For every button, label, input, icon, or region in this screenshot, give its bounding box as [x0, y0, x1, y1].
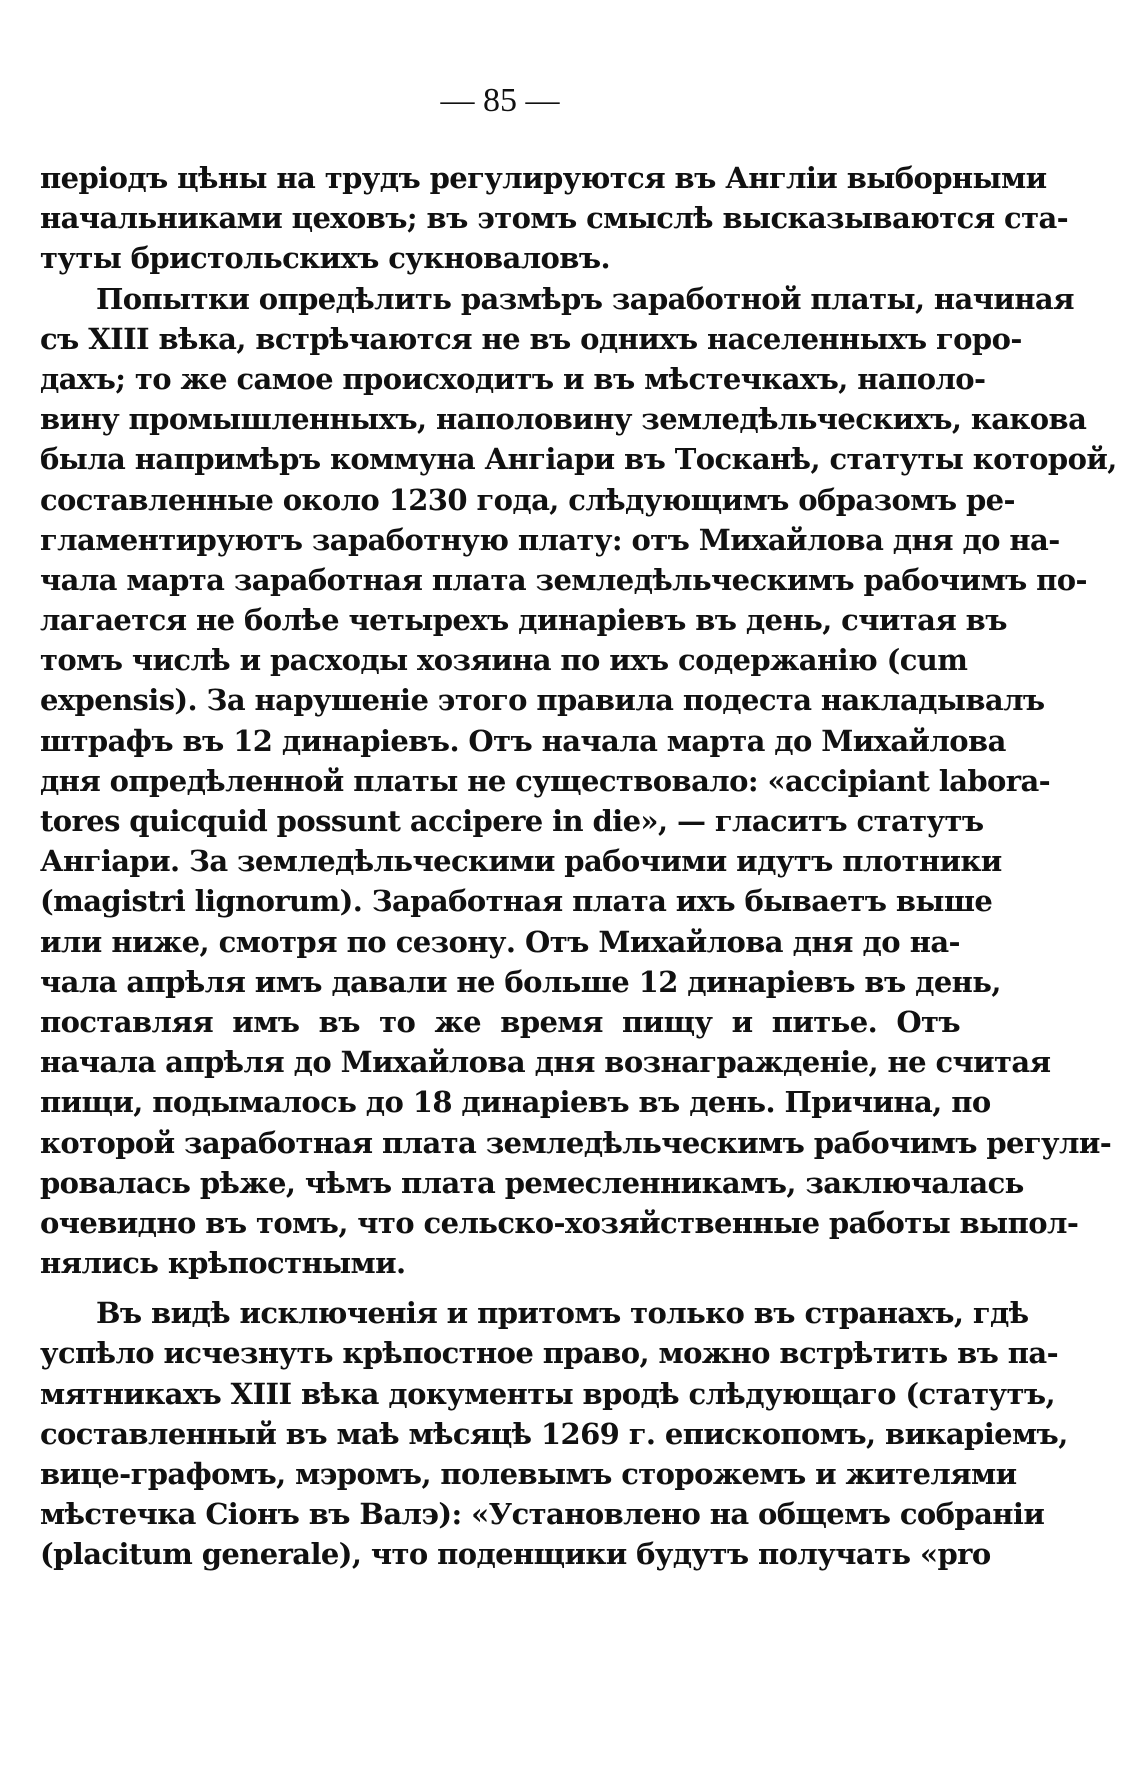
text-line: (placitum generale), что поденщики будутъ получать «pro: [40, 1537, 991, 1572]
text-line: вину промышленныхъ, наполовину земледѣльческихъ, какова: [40, 402, 1087, 437]
text-line: которой заработная плата земледѣльческимъ рабочимъ регули-: [40, 1125, 1112, 1160]
text-line: Ангіари. За земледѣльческими рабочими идутъ плотники: [40, 844, 1002, 879]
text-line: была напримѣръ коммуна Ангіари въ Тосканѣ, статуты которой,: [40, 442, 1117, 477]
text-line: лагается не болѣе четырехъ динаріевъ въ день, считая въ: [40, 603, 1007, 638]
text-line: tores quicquid possunt accipere in die», — гласитъ статутъ: [40, 804, 984, 838]
text-line: мѣстечка Сіонъ въ Валэ): «Установлено на общемъ собраніи: [40, 1497, 1045, 1532]
body-text: [40, 158, 1117, 1575]
text-line: штрафъ въ 12 динаріевъ. Отъ начала марта до Михайлова: [40, 723, 1006, 758]
text-line: съ XIII вѣка, встрѣчаются не въ однихъ населенныхъ горо-: [40, 321, 1022, 356]
text-line: Въ видѣ исключенія и притомъ только въ странахъ, гдѣ: [96, 1296, 1029, 1331]
text-line: дня опредѣленной платы не существовало: «accipiant labora-: [40, 763, 1051, 798]
text-line: Попытки опредѣлить размѣръ заработной платы, начиная: [96, 281, 1074, 316]
text-line: очевидно въ томъ, что сельско-хозяйственные работы выпол-: [40, 1205, 1079, 1240]
text-line: мятникахъ XIII вѣка документы вродѣ слѣдующаго (статутъ,: [40, 1376, 1056, 1411]
text-line: гламентируютъ заработную плату: отъ Михайлова дня до на-: [40, 522, 1060, 557]
text-line: нялись крѣпостными.: [40, 1246, 406, 1281]
text-line: составленные около 1230 года, слѣдующимъ образомъ ре-: [40, 482, 1015, 517]
text-line: вице-графомъ, мэромъ, полевымъ сторожемъ и жителями: [40, 1457, 1017, 1491]
text-line: ровалась рѣже, чѣмъ плата ремесленникамъ, заключалась: [40, 1165, 1024, 1200]
text-line: томъ числѣ и расходы хозяина по ихъ содержанію (cum: [40, 643, 968, 678]
text-line: составленный въ маѣ мѣсяцѣ 1269 г. епископомъ, викаріемъ,: [40, 1416, 1068, 1451]
text-line: чала апрѣля имъ давали не больше 12 динаріевъ въ день,: [40, 964, 1001, 999]
text-line: пищи, подымалось до 18 динаріевъ въ день. Причина, по: [40, 1085, 991, 1120]
text-line: успѣло исчезнуть крѣпостное право, можно встрѣтить въ па-: [40, 1336, 1059, 1371]
text-line: дахъ; то же самое происходитъ и въ мѣстечкахъ, наполо-: [40, 361, 986, 396]
text-line: туты бристольскихъ сукноваловъ.: [40, 241, 610, 276]
text-line: или ниже, смотря по сезону. Отъ Михайлова дня до на-: [40, 924, 960, 959]
text-line: поставляя имъ въ то же время пищу и питье. Отъ: [40, 1004, 960, 1039]
text-line: (magistri lignorum). Заработная плата ихъ бываетъ выше: [40, 884, 993, 919]
paragraph-gap: [40, 1283, 960, 1293]
text-line: expensis). За нарушеніе этого правила подеста накладывалъ: [40, 683, 1045, 718]
text-line: начала апрѣля до Михайлова дня вознагражденіе, не считая: [40, 1045, 1051, 1080]
page-number: — 85 —: [440, 82, 560, 119]
text-line: начальниками цеховъ; въ этомъ смыслѣ высказываются ста-: [40, 201, 1069, 236]
text-line: чала марта заработная плата земледѣльческимъ рабочимъ по-: [40, 562, 1087, 597]
text-line: періодъ цѣны на трудъ регулируются въ Англіи выборными: [40, 161, 1047, 195]
